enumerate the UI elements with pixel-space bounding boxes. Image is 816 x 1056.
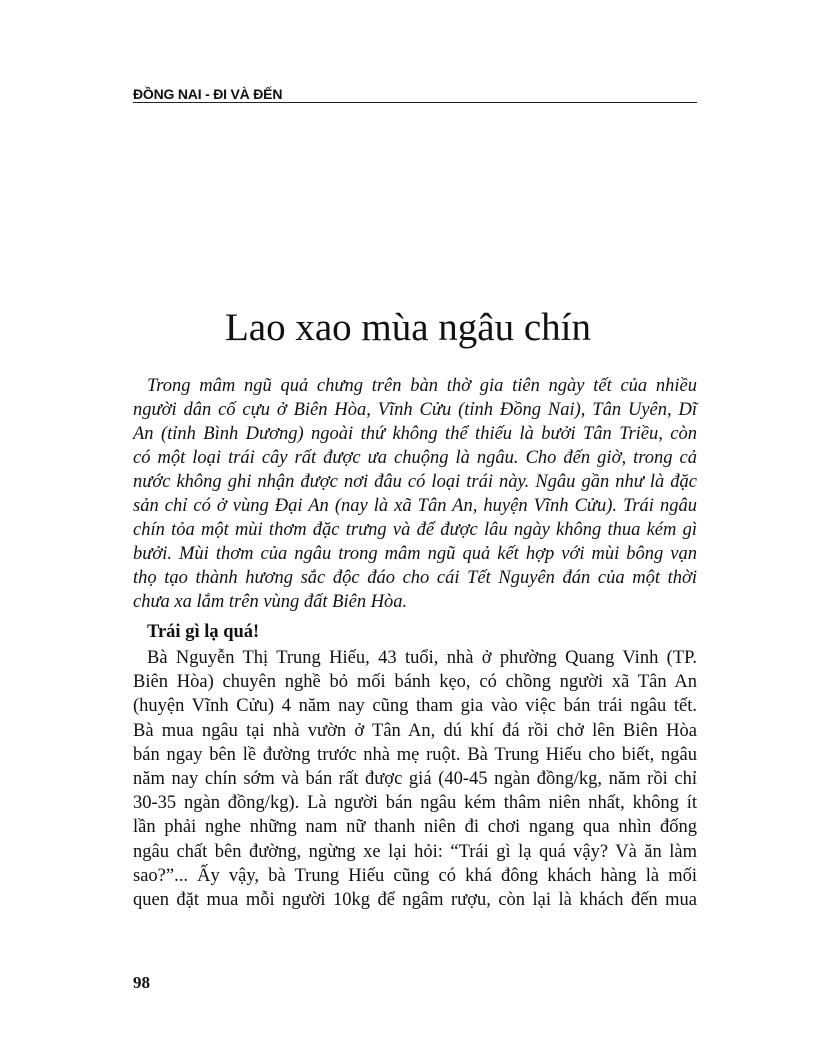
text-line: sao?”... Ấy vậy, bà Trung Hiếu cũng có khá đông khách hàng là mối: [133, 865, 697, 886]
text-line: An (tỉnh Bình Dương) ngoài thứ không thể thiếu là bưởi Tân Triều, còn: [133, 424, 697, 444]
text-line: bán ngay bên lề đường trước nhà mẹ ruột. Bà Trung Hiếu cho biết, ngâu: [133, 744, 697, 765]
page-number: 98: [133, 973, 150, 992]
text-line: quen đặt mua mỗi người 10kg để ngâm rượu, còn lại là khách đến mua: [133, 889, 697, 910]
text-line: (huyện Vĩnh Cửu) 4 năm nay cũng tham gia vào việc bán trái ngâu tết.: [133, 696, 697, 717]
text-line: Bà mua ngâu tại nhà vườn ở Tân An, dú khí đá rồi chở lên Biên Hòa: [133, 720, 697, 741]
text-line: Biên Hòa) chuyên nghề bỏ mối bánh kẹo, có chồng người xã Tân An: [133, 672, 697, 693]
text-line: 30-35 ngàn đồng/kg). Là người bán ngâu kém thâm niên nhất, không ít: [133, 793, 697, 814]
text-line: chưa xa lắm trên vùng đất Biên Hòa.: [133, 592, 408, 612]
text-line: Bà Nguyễn Thị Trung Hiếu, 43 tuổi, nhà ở phường Quang Vinh (TP.: [147, 648, 697, 668]
text-line: có một loại trái cây rất được ưa chuộng là ngâu. Cho đến giờ, trong cả: [133, 448, 697, 468]
text-line: Trong mâm ngũ quả chưng trên bàn thờ gia tiên ngày tết của nhiều: [147, 376, 697, 396]
running-header: ĐỒNG NAI - ĐI VÀ ĐẾN: [133, 86, 283, 102]
section-heading: Trái gì lạ quá!: [147, 622, 260, 642]
intro-paragraph: [133, 374, 697, 614]
body-paragraph: [133, 646, 697, 912]
text-line: chín tỏa một mùi thơm đặc trưng và để được lâu ngày không thua kém gì: [133, 520, 697, 540]
article-title: Lao xao mùa ngâu chín: [224, 306, 592, 349]
text-line: thọ tạo thành hương sắc độc đáo cho cái Tết Nguyên đán của một thời: [133, 568, 697, 588]
text-line: bưởi. Mùi thơm của ngâu trong mâm ngũ quả kết hợp với mùi bông vạn: [133, 544, 697, 564]
text-line: nước không ghi nhận được nơi đâu có loại trái này. Ngâu gần như là đặc: [133, 472, 697, 492]
text-line: năm nay chín sớm và bán rất được giá (40-45 ngàn đồng/kg, năm rồi chỉ: [133, 768, 697, 789]
text-line: sản chỉ có ở vùng Đại An (nay là xã Tân An, huyện Vĩnh Cửu). Trái ngâu: [133, 496, 697, 516]
text-line: người dân cố cựu ở Biên Hòa, Vĩnh Cửu (tỉnh Đồng Nai), Tân Uyên, Dĩ: [133, 400, 697, 420]
text-line: lần phải nghe những nam nữ thanh niên đi chơi ngang qua nhìn đống: [133, 817, 697, 838]
text-line: ngâu chất bên đường, ngừng xe lại hỏi: “Trái gì lạ quá vậy? Và ăn làm: [133, 841, 697, 862]
header-rule: [133, 102, 697, 103]
